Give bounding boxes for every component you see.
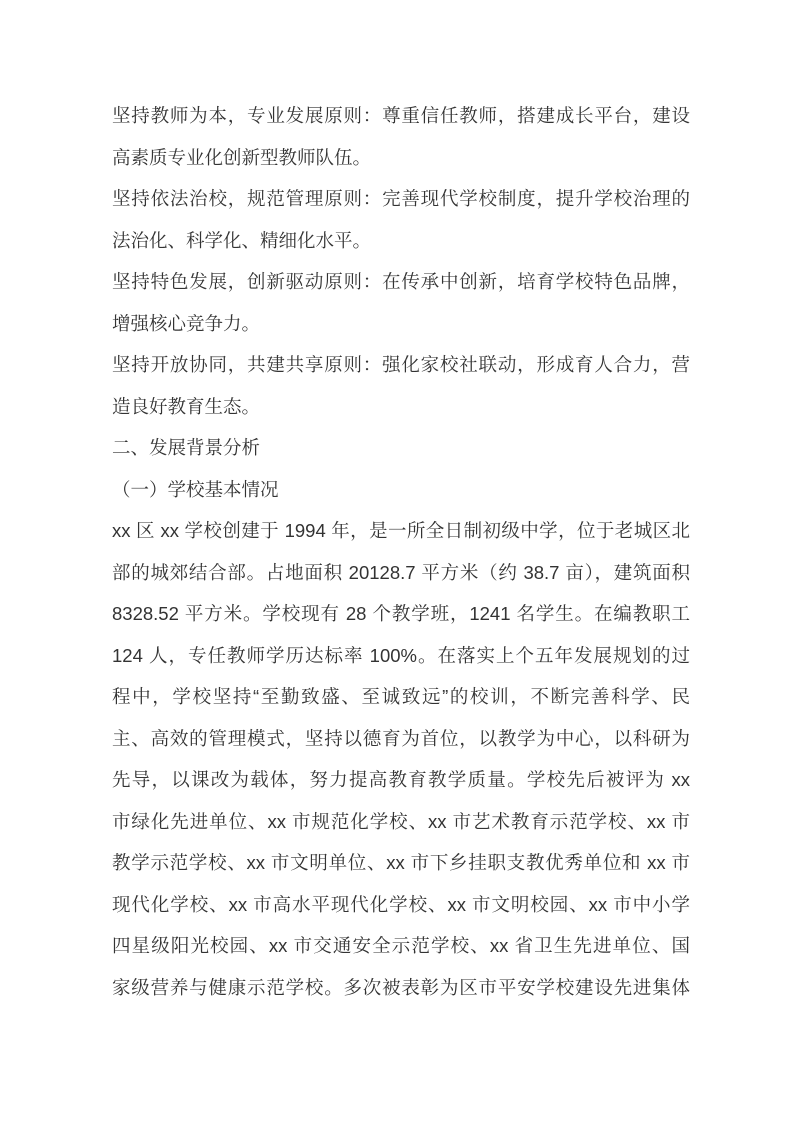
text-line: 市绿化先进单位、xx 市规范化学校、xx 市艺术教育示范学校、xx 市 [112, 810, 690, 832]
text-line: 先导，以课改为载体，努力提高教育教学质量。学校先后被评为 xx [112, 769, 690, 790]
section-heading: 二、发展背景分析 [112, 437, 261, 458]
text-line: 部的城郊结合部。占地面积 20128.7 平方米（约 38.7 亩），建筑面积 [112, 561, 690, 583]
document-text-block [112, 95, 690, 1008]
section-heading-development-background [112, 427, 690, 469]
text-line: 坚持开放协同，共建共享原则：强化家校社联动，形成育人合力，营 [112, 354, 690, 375]
text-line: 教学示范学校、xx 市文明单位、xx 市下乡挂职支教优秀单位和 xx 市 [112, 852, 690, 873]
paragraph-principle-teachers [112, 95, 690, 178]
text-line: 主、高效的管理模式，坚持以德育为首位，以教学为中心，以科研为 [112, 727, 690, 749]
paragraph-school-overview [112, 510, 690, 1008]
text-line: 坚持教师为本，专业发展原则：尊重信任教师，搭建成长平台，建设 [112, 105, 690, 126]
paragraph-principle-innovation [112, 261, 690, 344]
text-line: 高素质专业化创新型教师队伍。 [112, 146, 372, 168]
text-line: 四星级阳光校园、xx 市交通安全示范学校、xx 省卫生先进单位、国 [112, 935, 690, 956]
text-line: xx 区 xx 学校创建于 1994 年，是一所全日制初级中学，位于老城区北 [112, 520, 690, 541]
text-line: 坚持依法治校，规范管理原则：完善现代学校制度，提升学校治理的 [112, 188, 690, 209]
subsection-heading: （一）学校基本情况 [112, 478, 279, 500]
paragraph-principle-openness [112, 344, 690, 427]
text-line: 程中，学校坚持“至勤致盛、至诚致远”的校训，不断完善科学、民 [112, 686, 690, 707]
text-line: 124 人，专任教师学历达标率 100%。在落实上个五年发展规划的过 [112, 644, 690, 666]
text-line: 造良好教育生态。 [112, 395, 261, 417]
text-line: 增强核心竞争力。 [112, 312, 261, 334]
text-line: 坚持特色发展，创新驱动原则：在传承中创新，培育学校特色品牌， [112, 271, 690, 292]
text-line: 8328.52 平方米。学校现有 28 个教学班，1241 名学生。在编教职工 [112, 603, 690, 624]
text-line: 家级营养与健康示范学校。多次被表彰为区市平安学校建设先进集体 [112, 976, 690, 998]
paragraph-principle-rule-of-law [112, 178, 690, 261]
text-line: 现代化学校、xx 市高水平现代化学校、xx 市文明校园、xx 市中小学 [112, 893, 690, 915]
subsection-heading-school-basic-info [112, 469, 690, 511]
text-line: 法治化、科学化、精细化水平。 [112, 229, 372, 251]
